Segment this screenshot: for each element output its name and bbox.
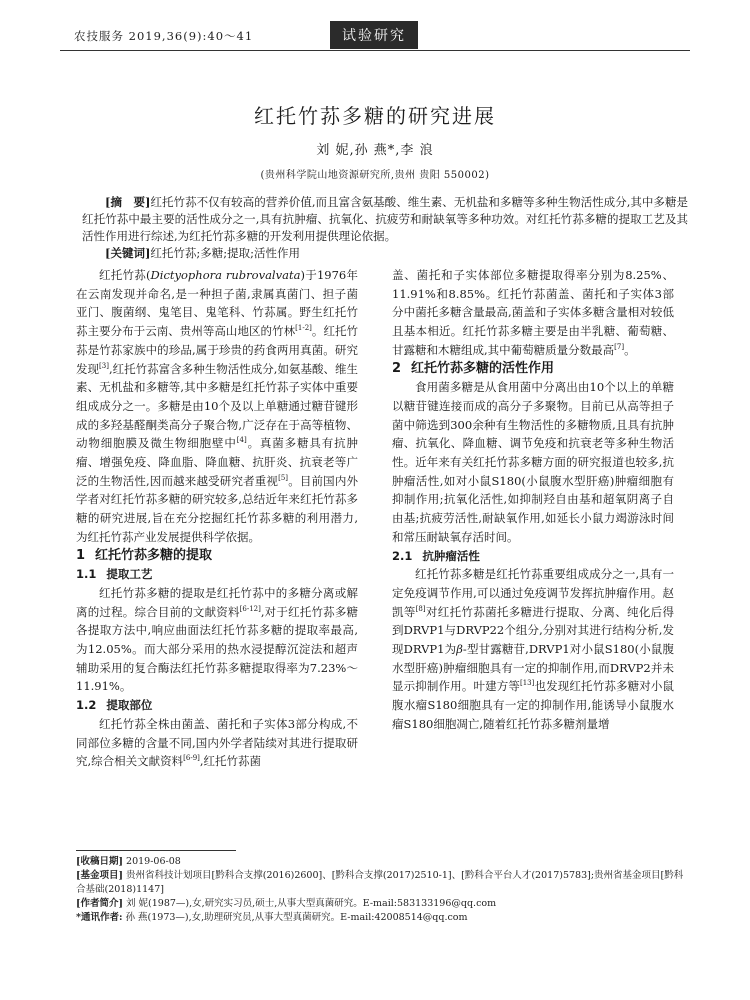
corresponding-author: *通讯作者: 孙 燕(1973—),女,助理研究员,从事大型真菌研究。E-mail:42008514@qq.com xyxy=(76,912,468,923)
citation: [13] xyxy=(520,679,535,688)
keywords-label: [关键词] xyxy=(105,246,151,260)
fund-info: [基金项目] 贵州省科技计划项目[黔科合支撑(2016)2600]、[黔科合支撑(2017)2510-1]、[黔科合平台人才(2017)5783];贵州省基金项目[黔科合基础(2018)1147] xyxy=(76,870,684,895)
section-2-1-paragraph: 红托竹荪多糖是红托竹荪重要组成成分之一,具有一定免疫调节作用,可以通过免疫调节发挥抗肿瘤作用。赵凯等[8]对红托竹荪菌托多糖进行提取、分离、纯化后得到DRVP1与DRVP22个组分,分别对其进行结构分析,发现DRVP1为β-型甘露糖苷,DRVP1对小鼠S180(小鼠腹水型肝癌)肿瘤细胞具有一定的抑制作用,而DRVP2并未显示抑制作用。叶建方等[13]也发现红托竹荪多糖对小鼠腹水瘤S180细胞具有一定的抑制作用,能诱导小鼠腹水瘤S180细胞凋亡,随着红托竹荪多糖剂量增 xyxy=(392,567,675,731)
body-column-right xyxy=(392,266,674,734)
footnote-divider xyxy=(76,850,236,851)
footnote-block xyxy=(76,855,688,925)
body-column-left xyxy=(76,266,358,771)
beta-symbol: β xyxy=(456,642,463,657)
author-affiliation: (贵州科学院山地资源研究所,贵州 贵阳 550002) xyxy=(260,170,490,181)
author-bio: [作者简介] 刘 妮(1987—),女,研究实习员,硕士,从事大型真菌研究。E-mail:583133196@qq.com xyxy=(76,898,497,909)
citation: [4] xyxy=(236,436,247,445)
keywords-paragraph xyxy=(82,245,688,262)
abstract-text: 红托竹荪不仅有较高的营养价值,而且富含氨基酸、维生素、无机盐和多糖等多种生物活性成分,其中多糖是红托竹荪中最主要的活性成分之一,具有抗肿瘤、抗氧化、抗疲劳和耐缺氧等多种功效。对红托竹荪多糖的提取工艺及其活性作用进行综述,为红托竹荪多糖的开发利用提供理论依据。 xyxy=(82,195,688,243)
journal-citation: 农技服务 2019,36(9):40～41 xyxy=(74,29,254,43)
latin-name: Dictyophora rubrovalvata xyxy=(150,268,301,282)
citation: [8] xyxy=(415,604,426,613)
citation: [7] xyxy=(614,342,625,351)
section-heading-1-1: 1.1 提取工艺 xyxy=(76,567,153,582)
article-title: 红托竹荪多糖的研究进展 xyxy=(254,104,496,128)
section-tab: 试验研究 xyxy=(330,21,418,49)
section-heading-2: 2 红托竹荪多糖的活性作用 xyxy=(392,360,555,376)
abstract-paragraph xyxy=(82,194,688,245)
header-divider xyxy=(60,50,690,51)
citation: [1-2] xyxy=(295,324,312,333)
section-2-paragraph: 食用菌多糖是从食用菌中分离出由10个以上的单糖以糖苷键连接而成的高分子多聚物。目前已从高等担子菌中筛选到300余种有生物活性的多糖物质,且具有抗肿瘤、抗氧化、降血糖、调节免疫和抗衰老等多种生物活性。近年来有关红托竹荪多糖方面的研究报道也较多,抗肿瘤活性,如对小鼠S180(小鼠腹水型肝癌)肿瘤细胞有抑制作用;抗氧化活性,如抑制羟自由基和超氧阴离子自由基;抗疲劳活性,耐缺氧作用,如延长小鼠力竭游泳时间和常压耐缺氧存活时间。 xyxy=(392,380,674,544)
section-1-2-paragraph: 红托竹荪全株由菌盖、菌托和子实体3部分构成,不同部位多糖的含量不同,国内外学者陆续对其进行提取研究,综合相关文献资料[6-9],红托竹荪菌 xyxy=(76,716,358,769)
section-heading-2-1: 2.1 抗肿瘤活性 xyxy=(392,548,480,563)
abstract-label: [摘 要] xyxy=(105,195,151,209)
section-1-1-paragraph: 红托竹荪多糖的提取是红托竹荪中的多糖分离或解离的过程。综合目前的文献资料[6-12],对于红托竹荪多糖各提取方法中,响应曲面法红托竹荪多糖的提取率最高,为12.05%。而大部分采用的热水浸提醇沉淀法和超声辅助采用的复合酶法红托竹荪多糖提取得率为7.23%～11.91%。 xyxy=(76,585,359,694)
abstract-block xyxy=(82,194,688,262)
keywords-text: 红托竹荪;多糖;提取;活性作用 xyxy=(150,246,301,260)
citation: [5] xyxy=(278,473,289,482)
section-heading-1: 1 红托竹荪多糖的提取 xyxy=(76,547,213,563)
continued-paragraph: 盖、菌托和子实体部位多糖提取得率分别为8.25%、11.91%和8.85%。红托竹荪菌盖、菌托和子实体3部分中菌托多糖含量最高,菌盖和子实体多糖含量相对较低且基本相近。红托竹荪多糖主要是由半乳糖、葡萄糖、甘露糖和木糖组成,其中葡萄糖质量分数最高[7]。 xyxy=(392,268,674,357)
citation: [6-9] xyxy=(183,754,200,763)
author-list: 刘 妮,孙 燕*,李 浪 xyxy=(316,143,434,158)
intro-paragraph: 红托竹荪(Dictyophora rubrovalvata)于1976年在云南发现并命名,是一种担子菌,隶属真菌门、担子菌亚门、腹菌纲、鬼笔目、鬼笔科、竹荪属。野生红托竹荪主要分布于云南、贵州等高山地区的竹林[1-2]。红托竹荪是竹荪家族中的珍品,属于珍贵的药食两用真菌。研究发现[3],红托竹荪富含多种生物活性成分,如氨基酸、维生素、无机盐和多糖等,其中多糖是红托竹荪子实体中重要组成成分之一。多糖是由10个及以上单糖通过糖苷键形成的多羟基醛酮类高分子聚合物,广泛存在于高等植物、动物细胞膜及微生物细胞壁中[4]。真菌多糖具有抗肿瘤、增强免疫、降血脂、降血糖、抗肝炎、抗衰老等广泛的生物活性,因而越来越受研究者重视[5]。目前国内外学者对红托竹荪多糖的研究较多,总结近年来红托竹荪多糖的研究进展,旨在充分挖掘红托竹荪多糖的利用潜力,为红托竹荪产业发展提供科学依据。 xyxy=(76,268,359,544)
received-date: [收稿日期] 2019-06-08 xyxy=(76,856,181,867)
citation: [3] xyxy=(99,361,109,370)
citation: [6-12] xyxy=(239,604,261,613)
section-heading-1-2: 1.2 提取部位 xyxy=(76,698,153,713)
